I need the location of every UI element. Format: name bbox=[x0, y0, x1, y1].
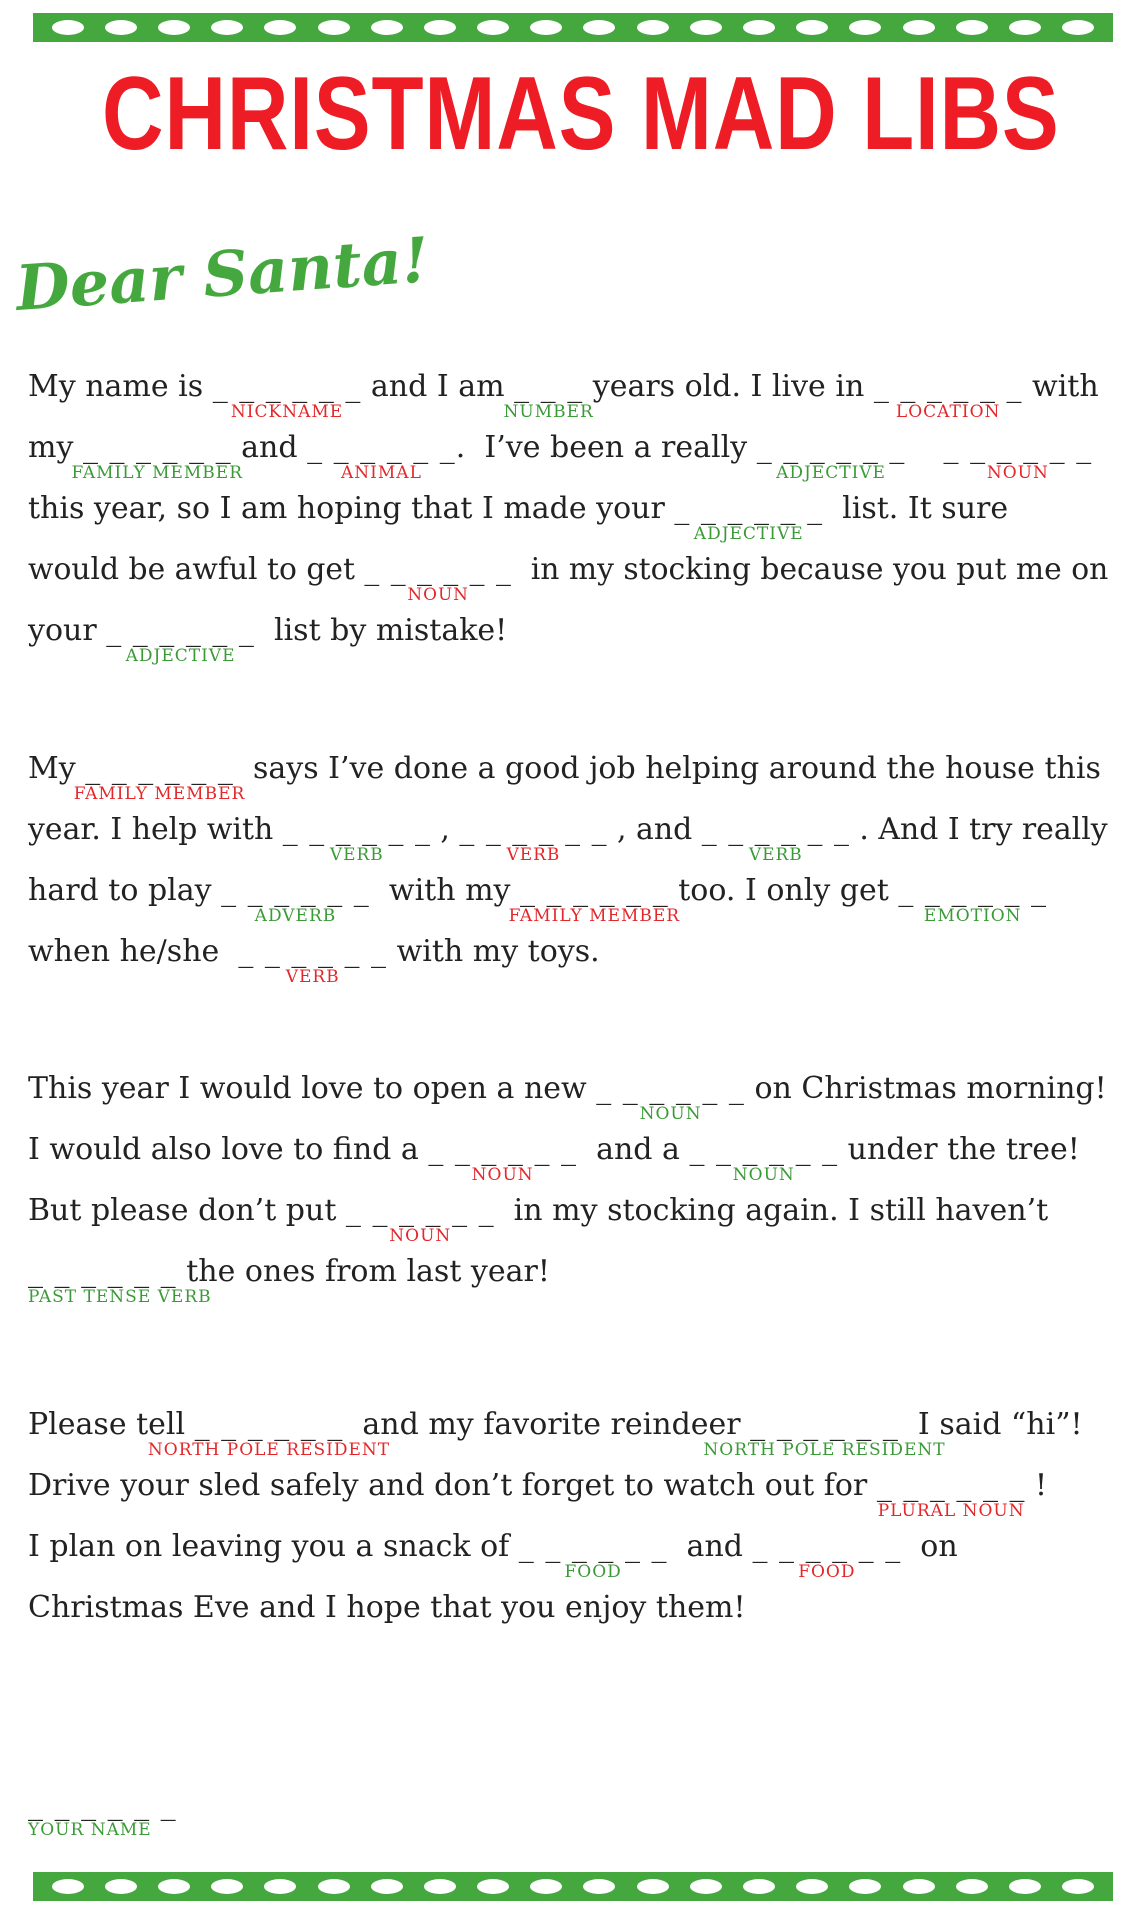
word-type-label: NORTH POLE RESIDENT bbox=[703, 1440, 946, 1460]
blank-underscores: _ _ _ _ _ _ bbox=[85, 751, 234, 786]
fill-in-blank[interactable] bbox=[147, 1407, 391, 1460]
letter-text: and a bbox=[577, 1132, 690, 1167]
word-type-label: ADJECTIVE bbox=[125, 646, 236, 666]
border-dot bbox=[583, 20, 615, 35]
word-type-label: VERB bbox=[329, 845, 384, 865]
border-dot bbox=[424, 20, 456, 35]
fill-in-blank[interactable] bbox=[873, 369, 1023, 422]
word-type-label: NOUN bbox=[639, 1104, 702, 1124]
border-dot bbox=[105, 20, 137, 35]
letter-text: with my bbox=[369, 873, 521, 908]
letter-text: my bbox=[28, 430, 83, 465]
letter-line bbox=[28, 934, 600, 987]
letter-text: with my toys. bbox=[387, 934, 600, 969]
word-type-label: NUMBER bbox=[503, 402, 594, 422]
letter-text: says I’ve done a good job helping around the house this bbox=[233, 751, 1101, 786]
letter-line bbox=[28, 369, 1099, 422]
border-dot bbox=[52, 1879, 84, 1894]
border-dot bbox=[530, 1879, 562, 1894]
letter-line bbox=[28, 1193, 1049, 1246]
border-dot bbox=[956, 20, 988, 35]
fill-in-blank[interactable] bbox=[212, 369, 362, 422]
blank-underscores: _ _ _ bbox=[514, 369, 584, 404]
fill-in-blank[interactable] bbox=[898, 873, 1048, 926]
page-title: CHRISTMAS MAD LIBS bbox=[102, 56, 1060, 172]
signature-line bbox=[28, 1787, 177, 1840]
letter-line bbox=[28, 812, 1108, 865]
letter-line bbox=[28, 1468, 1048, 1521]
blank-underscores: _ _ _ _ _ _ bbox=[876, 1468, 1026, 1503]
fill-in-blank[interactable] bbox=[71, 430, 244, 483]
border-dot bbox=[264, 1879, 296, 1894]
word-type-label: NOUN bbox=[389, 1226, 452, 1246]
fill-in-blank[interactable] bbox=[689, 1132, 839, 1185]
blank-underscores: _ _ _ _ _ _ bbox=[596, 1071, 745, 1106]
letter-line bbox=[28, 1590, 746, 1625]
blank-underscores: _ _ _ _ _ _ bbox=[520, 873, 669, 908]
fill-in-blank[interactable] bbox=[307, 430, 456, 483]
border-dot bbox=[211, 20, 243, 35]
border-dot bbox=[318, 1879, 350, 1894]
letter-text: your bbox=[28, 613, 107, 648]
letter-text bbox=[905, 433, 943, 463]
letter-line bbox=[28, 1529, 958, 1582]
letter-line bbox=[28, 1132, 1080, 1185]
letter-line bbox=[28, 751, 1101, 804]
word-type-label: FAMILY MEMBER bbox=[508, 906, 681, 926]
word-type-label: FAMILY MEMBER bbox=[73, 784, 246, 804]
letter-text: in my stocking again. I still haven’t bbox=[494, 1193, 1049, 1228]
border-dot bbox=[690, 1879, 722, 1894]
fill-in-blank[interactable] bbox=[596, 1071, 745, 1124]
border-dot bbox=[637, 20, 669, 35]
word-type-label: NORTH POLE RESIDENT bbox=[147, 1440, 391, 1460]
fill-in-blank[interactable] bbox=[674, 491, 824, 544]
word-type-label: NOUN bbox=[407, 585, 469, 605]
letter-text: . And I try really bbox=[849, 812, 1108, 847]
letter-text: and bbox=[231, 430, 308, 465]
signature-blank[interactable] bbox=[28, 1787, 177, 1840]
border-dot bbox=[637, 1879, 669, 1894]
border-dot bbox=[903, 1879, 935, 1894]
blank-underscores: _ _ _ _ _ _ bbox=[282, 812, 431, 847]
letter-line bbox=[28, 552, 1109, 605]
word-type-label: FOOD bbox=[564, 1562, 622, 1582]
word-type-label: NOUN bbox=[471, 1165, 534, 1185]
border-dot bbox=[318, 20, 350, 35]
border-dot bbox=[371, 1879, 403, 1894]
blank-underscores: _ _ _ _ _ _ bbox=[674, 491, 824, 526]
letter-text: Please tell bbox=[28, 1407, 195, 1442]
top-dotted-border bbox=[33, 13, 1113, 42]
greeting-heading: Dear Santa! bbox=[13, 223, 432, 325]
letter-text: , bbox=[430, 812, 460, 847]
letter-line bbox=[28, 1071, 1107, 1124]
letter-text: list by mistake! bbox=[254, 613, 508, 648]
letter-line bbox=[28, 1407, 1083, 1460]
word-type-label: FOOD bbox=[798, 1562, 856, 1582]
word-type-label: VERB bbox=[506, 845, 561, 865]
fill-in-blank[interactable] bbox=[518, 1529, 668, 1582]
blank-underscores: _ _ _ _ _ _ bbox=[221, 873, 370, 908]
blank-underscores: _ _ _ _ _ _ bbox=[194, 1407, 344, 1442]
border-dot bbox=[849, 20, 881, 35]
blank-underscores: _ _ _ _ _ _ bbox=[689, 1132, 839, 1167]
letter-text: Drive your sled safely and don’t forget to watch out for bbox=[28, 1468, 877, 1503]
fill-in-blank[interactable] bbox=[238, 934, 388, 987]
letter-text: year. I help with bbox=[28, 812, 283, 847]
word-type-label: ADJECTIVE bbox=[693, 524, 804, 544]
letter-text: , and bbox=[607, 812, 702, 847]
border-dot bbox=[796, 1879, 828, 1894]
letter-text: and my favorite reindeer bbox=[343, 1407, 751, 1442]
blank-underscores: _ _ _ _ _ _ bbox=[364, 552, 512, 587]
bottom-dotted-border bbox=[33, 1872, 1113, 1901]
letter-line bbox=[28, 1254, 550, 1307]
fill-in-blank[interactable] bbox=[876, 1468, 1026, 1521]
letter-text: under the tree! bbox=[838, 1132, 1080, 1167]
fill-in-blank[interactable] bbox=[364, 552, 512, 605]
border-dot bbox=[105, 1879, 137, 1894]
fill-in-blank[interactable] bbox=[428, 1132, 577, 1185]
border-dot bbox=[956, 1879, 988, 1894]
fill-in-blank[interactable] bbox=[752, 1529, 902, 1582]
border-dot bbox=[690, 20, 722, 35]
letter-text: this year, so I am hoping that I made your bbox=[28, 491, 675, 526]
letter-text: hard to play bbox=[28, 873, 222, 908]
blank-underscores: _ _ _ _ _ _ bbox=[873, 369, 1023, 404]
fill-in-blank[interactable] bbox=[345, 1193, 495, 1246]
signature-underscores: _ _ _ _ _ _ bbox=[28, 1787, 177, 1822]
blank-underscores: _ _ _ _ _ _ bbox=[28, 1254, 177, 1289]
word-type-label: NOUN bbox=[986, 463, 1049, 483]
blank-underscores: _ _ _ _ _ _ bbox=[307, 430, 456, 465]
border-dot bbox=[424, 1879, 456, 1894]
border-dot bbox=[903, 20, 935, 35]
signature-label: YOUR NAME bbox=[28, 1820, 152, 1840]
letter-text: I said “hi”! bbox=[898, 1407, 1083, 1442]
word-type-label: NOUN bbox=[732, 1165, 795, 1185]
word-type-label: EMOTION bbox=[923, 906, 1022, 926]
border-dot bbox=[264, 20, 296, 35]
blank-underscores: _ _ _ _ _ _ bbox=[518, 1529, 668, 1564]
letter-text: . I’ve been a really bbox=[455, 430, 757, 465]
word-type-label: ADVERB bbox=[254, 906, 337, 926]
border-dot bbox=[52, 20, 84, 35]
border-dot bbox=[743, 1879, 775, 1894]
word-type-label: ADJECTIVE bbox=[776, 463, 886, 483]
letter-text: when he/she bbox=[28, 934, 239, 969]
border-dot bbox=[530, 20, 562, 35]
fill-in-blank[interactable] bbox=[503, 369, 594, 422]
fill-in-blank[interactable] bbox=[756, 430, 906, 483]
blank-underscores: _ _ _ _ _ _ bbox=[752, 1529, 902, 1564]
border-dot bbox=[1062, 1879, 1094, 1894]
fill-in-blank[interactable] bbox=[106, 613, 255, 666]
letter-text: My bbox=[28, 751, 86, 786]
fill-in-blank[interactable] bbox=[701, 812, 850, 865]
border-dot bbox=[743, 20, 775, 35]
fill-in-blank[interactable] bbox=[703, 1407, 946, 1460]
letter-text: and I am bbox=[361, 369, 515, 404]
blank-underscores: _ _ _ _ _ _ bbox=[82, 430, 232, 465]
letter-text: with bbox=[1022, 369, 1099, 404]
word-type-label: FAMILY MEMBER bbox=[71, 463, 244, 483]
letter-text: on Christmas morning! bbox=[744, 1071, 1107, 1106]
letter-text: the ones from last year! bbox=[176, 1254, 550, 1289]
letter-text: I would also love to find a bbox=[28, 1132, 429, 1167]
letter-text: too. I only get bbox=[668, 873, 899, 908]
fill-in-blank[interactable] bbox=[508, 873, 681, 926]
border-dot bbox=[371, 20, 403, 35]
letter-line bbox=[28, 613, 508, 666]
blank-underscores: _ _ _ _ _ _ bbox=[943, 430, 1093, 465]
fill-in-blank[interactable] bbox=[28, 1254, 212, 1307]
letter-text: in my stocking because you put me on bbox=[511, 552, 1109, 587]
word-type-label: PLURAL NOUN bbox=[877, 1501, 1025, 1521]
letter-text: ! bbox=[1025, 1468, 1048, 1503]
border-dot bbox=[1009, 20, 1041, 35]
blank-underscores: _ _ _ _ _ _ bbox=[428, 1132, 577, 1167]
fill-in-blank[interactable] bbox=[943, 430, 1093, 483]
word-type-label: VERB bbox=[285, 967, 340, 987]
letter-text: But please don’t put bbox=[28, 1193, 346, 1228]
blank-underscores: _ _ _ _ _ _ bbox=[898, 873, 1048, 908]
letter-text: on bbox=[901, 1529, 958, 1564]
letter-text: This year I would love to open a new bbox=[28, 1071, 597, 1106]
fill-in-blank[interactable] bbox=[221, 873, 370, 926]
word-type-label: LOCATION bbox=[895, 402, 1001, 422]
border-dot bbox=[158, 20, 190, 35]
word-type-label: ANIMAL bbox=[341, 463, 422, 483]
word-type-label: PAST TENSE VERB bbox=[28, 1287, 212, 1307]
blank-underscores: _ _ _ _ _ _ bbox=[238, 934, 388, 969]
letter-line bbox=[28, 430, 1093, 483]
border-dot bbox=[1062, 20, 1094, 35]
letter-line bbox=[28, 873, 1048, 926]
letter-text: Christmas Eve and I hope that you enjoy them! bbox=[28, 1590, 746, 1625]
fill-in-blank[interactable] bbox=[282, 812, 431, 865]
border-dot bbox=[1009, 1879, 1041, 1894]
letter-text: I plan on leaving you a snack of bbox=[28, 1529, 519, 1564]
fill-in-blank[interactable] bbox=[73, 751, 246, 804]
border-dot bbox=[477, 1879, 509, 1894]
fill-in-blank[interactable] bbox=[459, 812, 608, 865]
letter-text: would be awful to get bbox=[28, 552, 365, 587]
blank-underscores: _ _ _ _ _ _ bbox=[106, 613, 255, 648]
blank-underscores: _ _ _ _ _ _ bbox=[750, 1407, 899, 1442]
word-type-label: NICKNAME bbox=[230, 402, 344, 422]
letter-text: and bbox=[667, 1529, 753, 1564]
border-dot bbox=[158, 1879, 190, 1894]
border-dot bbox=[583, 1879, 615, 1894]
letter-text: list. It sure bbox=[823, 491, 1009, 526]
blank-underscores: _ _ _ _ _ _ bbox=[756, 430, 906, 465]
blank-underscores: _ _ _ _ _ _ bbox=[212, 369, 362, 404]
letter-text: My name is bbox=[28, 369, 213, 404]
blank-underscores: _ _ _ _ _ _ bbox=[459, 812, 608, 847]
letter-text: years old. I live in bbox=[583, 369, 874, 404]
blank-underscores: _ _ _ _ _ _ bbox=[345, 1193, 495, 1228]
border-dot bbox=[477, 20, 509, 35]
word-type-label: VERB bbox=[748, 845, 803, 865]
border-dot bbox=[849, 1879, 881, 1894]
blank-underscores: _ _ _ _ _ _ bbox=[701, 812, 850, 847]
border-dot bbox=[211, 1879, 243, 1894]
border-dot bbox=[796, 20, 828, 35]
letter-line bbox=[28, 491, 1009, 544]
